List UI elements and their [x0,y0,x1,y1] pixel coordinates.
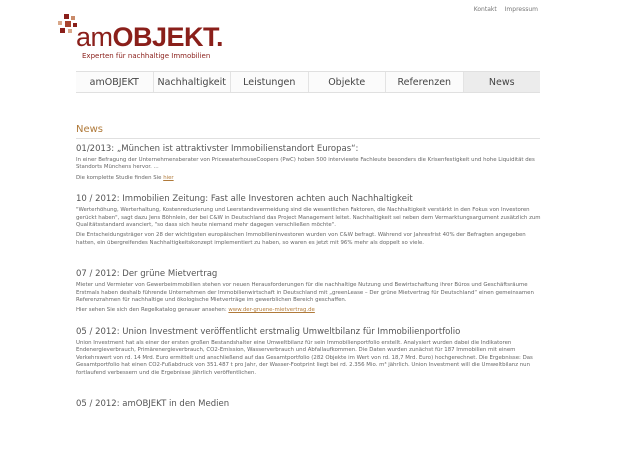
study-link[interactable]: hier [163,174,174,181]
nav-item-referenzen[interactable]: Referenzen [386,72,464,92]
news-list [76,144,542,421]
article-paragraph: Die Entscheidungsträger von 28 der wichtigsten europäischen Immobilieninvestoren wurden von C&W befragt. Während vor Jahresfrist 40% der Befragten angegeben hatten, ein übergreifendes Nachhaltigkeitskonzept implementiert zu haben, so waren es jetzt mit 96% mehr als doppelt so viele. [76,232,526,246]
page-title: News [76,124,104,135]
news-article [76,269,542,315]
kontakt-link[interactable]: Kontakt [473,6,497,13]
article-title: 01/2013: „München ist attraktivster Immobilienstandort Europas“: [76,144,359,154]
title-divider [76,138,540,139]
news-article [76,144,542,182]
article-title: 07 / 2012: Der grüne Mietvertrag [76,269,218,280]
article-link-prefix: Die komplette Studie finden Sie [76,174,164,181]
logo-objekt: OBJEKT. [112,22,224,52]
article-paragraph: "Werterhöhung, Werterhaltung, Kostenreduzierung und Leerstandsvermeidung sind die wesentlichen Faktoren, die Nachhaltigkeit verstärkt in den Fokus von Investoren gerückt haben", sagt dazu Jens Böhnlein, der bei C&W in Deutschland das Project Management leitet. Nachhaltigkeit sei neben dem Vermarktungsargument zusätzlich zum Qualitätsstandard avanciert, "so dass sich heute niemand mehr dagegen verschließen möchte". [76,207,541,229]
logo[interactable] [56,14,224,62]
nav-item-news[interactable]: News [464,72,541,92]
main-nav [76,71,540,93]
nav-item-leistungen[interactable]: Leistungen [231,72,309,92]
logo-tagline: Experten für nachhaltige Immobilien [82,52,211,60]
news-article [76,399,542,409]
article-paragraph: Mieter und Vermieter von Gewerbeimmobilien stehen vor neuen Herausforderungen für die nachhaltige Nutzung und Bewirtschaftung ihrer Büros und Geschäftsräume Erstmals haben deshalb führende Unternehmen der Immobilienwirtschaft in Deutschland mit „greenLease – Der grüne Mietvertrag für Deutschland“ einen gemeinsamen Referenzrahmen für nachhaltige und ökologische Mietverträge im gewerblichen Bereich geschaffen. [76,282,534,304]
nav-item-nachhaltigkeit[interactable]: Nachhaltigkeit [154,72,232,92]
news-article [76,194,542,247]
news-article [76,327,542,377]
top-links [468,6,538,13]
article-link-line [76,175,542,182]
article-link-prefix: Hier sehen Sie sich den Regelkatalog genauer ansehen: [76,307,229,314]
article-link-line [76,307,542,314]
impressum-link[interactable]: Impressum [504,6,538,13]
article-title: 05 / 2012: amOBJEKT in den Medien [76,398,230,409]
greenlease-link[interactable]: www.der-gruene-mietvertrag.de [228,307,315,314]
article-paragraph: In einer Befragung der Unternehmensberater von PricewaterhouseCoopers (PwC) hoben 500 interviewte Fachleute besonders die Krisenfestigkeit und hohe Liquidität des Standorts Münchens hervor. ... [76,157,535,171]
logo-wordmark [76,24,223,51]
article-paragraph: Union Investment hat als einer der ersten großen Bestandshalter eine Umweltbilanz für sein Immobilienportfolio erstellt. Analysiert wurden dabei die Indikatoren Endenergieverbrauch, Primärenergieverbrauch, CO2-Emission, Wasserverbrauch und Abfallaufkommen. Die Daten wurden zunächst für 187 Immobilien mit einem Verkehrswert von rd. 14 Mrd. Euro ermittelt und anschließend auf das Gesamtportfolio (282 Objekte im Wert von rd. 18,7 Mrd. Euro) hochgerechnet. Die Ergebnisse: Das Gesamtportfolio hat einen CO2-Fußabdruck von 351.487 t pro Jahr, der Wasser-Footprint liegt bei rd. 2.356 Mio. m³ jährlich. Union Investment will die Umweltbilanz nun fortlaufend verbessern und die Ergebnisse jährlich veröffentlichen. [76,339,533,376]
nav-item-amobjekt[interactable]: amOBJEKT [76,72,154,92]
article-title: 10 / 2012: Immobilien Zeitung: Fast alle Investoren achten auch Nachhaltigkeit [76,194,413,205]
logo-am: am [76,22,113,52]
nav-item-objekte[interactable]: Objekte [309,72,387,92]
article-title: 05 / 2012: Union Investment veröffentlicht erstmalig Umweltbilanz für Immobilienportfolio [76,326,461,337]
